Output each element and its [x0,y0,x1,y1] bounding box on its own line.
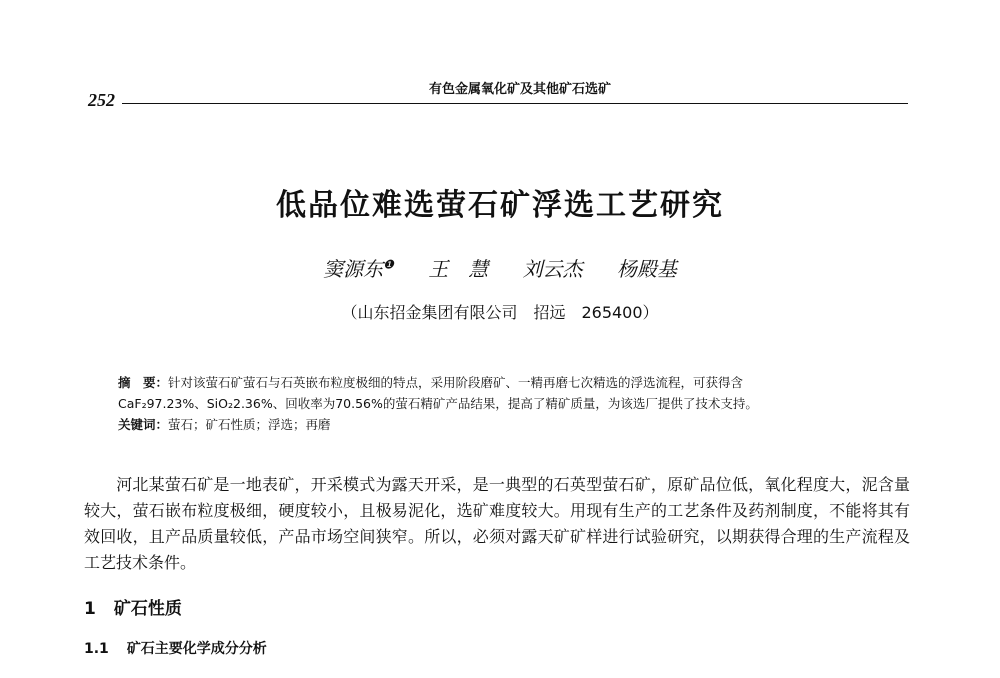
author-name: 王 慧 [428,257,489,281]
page-number: 252 [88,90,115,110]
abstract-label: 摘 要： [118,375,169,390]
paragraph-text: 河北某萤石矿是一地表矿，开采模式为露天开采，是一典型的石英型萤石矿，原矿品位低，氧化程度大，泥含量较大，萤石嵌布粒度极细，硬度较小，且极易泥化，选矿难度较大。用现有生产的工艺条件及药剂制度，不能将其有效回收，且产品质量较低，产品市场空间狭窄。所以，必须对露天矿矿样进行试验研究，以期获得合理的生产流程及工艺技术条件。 [84,475,910,572]
subsection-title: 矿石主要化学成分分析 [126,641,267,657]
author-name: 刘云杰 [522,257,583,281]
abstract-block [118,372,908,435]
running-header-title: 有色金属氧化矿及其他矿石选矿 [428,82,611,97]
author-affiliation: （山东招金集团有限公司 招远 265400） [341,303,659,322]
author-name: 杨殿基 [616,257,677,281]
section-title: 矿石性质 [113,599,182,619]
footnote-marker: ❶ [383,257,394,272]
abstract-line [118,372,908,393]
keywords-line [118,414,908,435]
keywords-label: 关键词： [118,417,169,432]
author-list [0,253,1000,282]
section-number: 1 [84,599,96,619]
header-rule [122,103,908,104]
subsection-number: 1.1 [84,641,109,657]
article-title: 低品位难选萤石矿浮选工艺研究 [276,188,724,223]
subsection-heading [84,638,267,658]
section-heading [84,594,182,619]
body-paragraph [84,472,910,576]
abstract-line: CaF₂97.23%、SiO₂2.36%、回收率为70.56%的萤石精矿产品结果，提高了精矿质量，为该选厂提供了技术支持。 [118,396,758,411]
abstract-text: 针对该萤石矿萤石与石英嵌布粒度极细的特点，采用阶段磨矿、一精再磨七次精选的浮选流程，可获得含 [168,375,744,390]
author-name: 窦源东$^❶$ [323,257,394,281]
keywords-text: 萤石；矿石性质；浮选；再磨 [168,417,331,432]
